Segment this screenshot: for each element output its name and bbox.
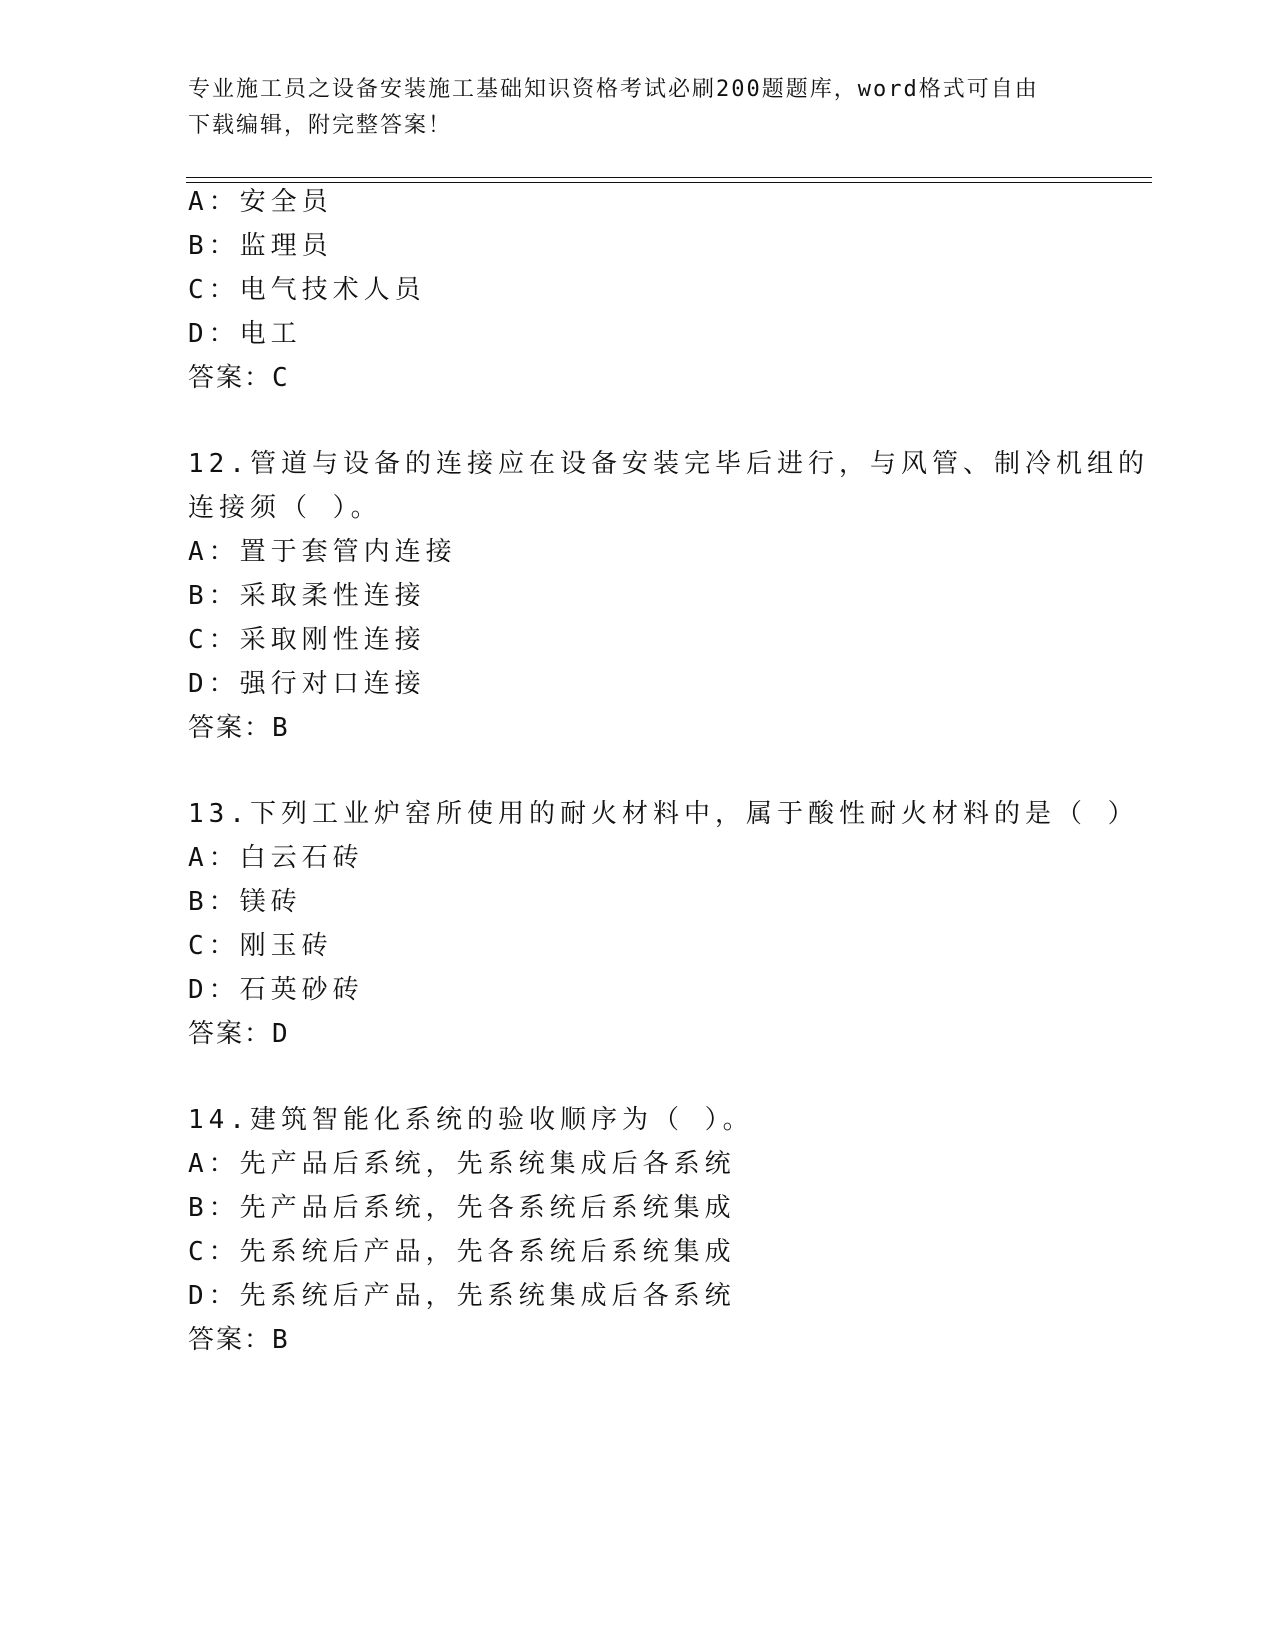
q11-option-d: D：电工 [188, 319, 302, 349]
q12-stem-line-2: 连接须（ ）。 [188, 493, 382, 523]
q11-option-c: C：电气技术人员 [188, 275, 426, 305]
q12-answer: 答案：B [188, 713, 290, 743]
q12-option-a: A：置于套管内连接 [188, 537, 457, 567]
q11-option-b: B：监理员 [188, 231, 333, 261]
q13-option-c: C：刚玉砖 [188, 931, 333, 961]
header-line-2: 下载编辑，附完整答案！ [188, 113, 453, 138]
q13-stem: 13.下列工业炉窑所使用的耐火材料中，属于酸性耐火材料的是（ ） [188, 799, 1139, 829]
q12-option-d: D：强行对口连接 [188, 669, 426, 699]
q12-stem-line-1: 12.管道与设备的连接应在设备安装完毕后进行，与风管、制冷机组的 [188, 449, 1149, 479]
q14-option-a: A：先产品后系统，先系统集成后各系统 [188, 1149, 736, 1179]
q13-option-b: B：镁砖 [188, 887, 302, 917]
q13-answer: 答案：D [188, 1019, 290, 1049]
q14-stem: 14.建筑智能化系统的验收顺序为（ ）。 [188, 1105, 754, 1135]
q12-option-c: C：采取刚性连接 [188, 625, 426, 655]
header-line-1: 专业施工员之设备安装施工基础知识资格考试必刷200题题库，word格式可自由 [188, 77, 1039, 102]
q14-option-d: D：先系统后产品，先系统集成后各系统 [188, 1281, 736, 1311]
q14-answer: 答案：B [188, 1325, 290, 1355]
header-divider-top [186, 177, 1152, 178]
q11-option-a: A：安全员 [188, 187, 333, 217]
q13-option-a: A：白云石砖 [188, 843, 364, 873]
q11-answer: 答案：C [188, 363, 290, 393]
q14-option-c: C：先系统后产品，先各系统后系统集成 [188, 1237, 736, 1267]
q13-option-d: D：石英砂砖 [188, 975, 364, 1005]
q14-option-b: B：先产品后系统，先各系统后系统集成 [188, 1193, 736, 1223]
document-header [188, 72, 1088, 144]
header-divider-bottom [186, 182, 1152, 183]
q12-option-b: B：采取柔性连接 [188, 581, 426, 611]
